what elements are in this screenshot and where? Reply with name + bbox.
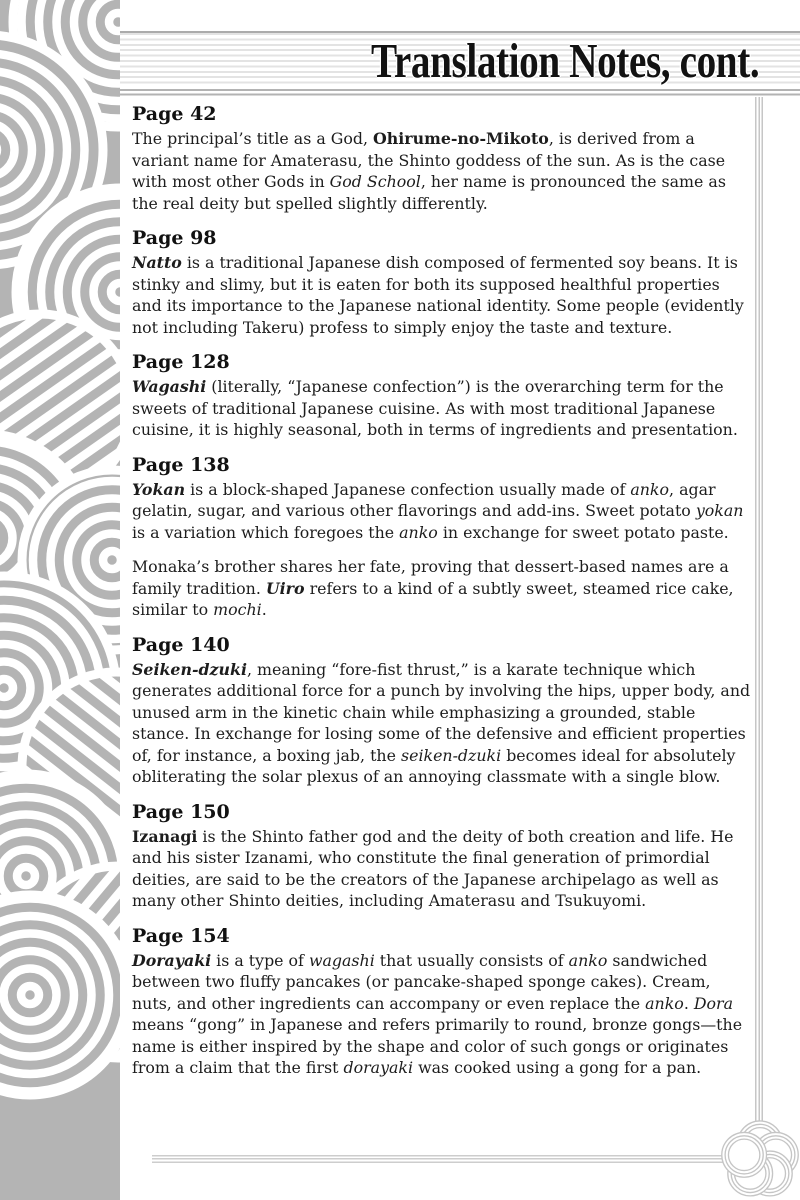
note-body — [132, 659, 752, 788]
note-heading: Page 138 — [132, 453, 230, 476]
note-body — [132, 826, 752, 912]
note-paragraph: Dorayaki is a type of wagashi that usually consists of anko sandwiched between two fluffy pancakes (or pancake-shaped sponge cakes). Cream, nuts, and other ingredients can accompany or even replace the anko. Dora means “gong” in Japanese and refers primarily to round, bronze gongs—the name is either inspired by the shape and color of such gongs or originates from a claim that the first dorayaki was cooked using a gong for a pan. — [132, 950, 743, 1077]
note-paragraph: Wagashi (literally, “Japanese confection”) is the overarching term for the sweets of traditional Japanese cuisine. As with most traditional Japanese cuisine, it is highly seasonal, both in terms of ingredients and presentation. — [132, 377, 738, 439]
note-section — [132, 351, 752, 441]
note-heading: Page 128 — [132, 351, 230, 373]
note-section — [132, 801, 752, 912]
note-body — [132, 128, 752, 214]
note-body — [132, 252, 752, 338]
note-body — [132, 376, 752, 441]
decorative-sidebar — [0, 0, 120, 1200]
note-paragraph: Izanagi is the Shinto father god and the deity of both creation and life. He and his sister Izanami, who constitute the final generation of primordial deities, are said to be the creators of the Japanese archipelago as well as many other Shinto deities, including Amaterasu and Tsukuyomi. — [132, 826, 734, 910]
note-section — [132, 925, 752, 1079]
note-paragraph: Monaka’s brother shares her fate, proving that dessert-based names are a family tradition. Uiro refers to a kind of a subtly sweet, steamed rice cake, similar to mochi. — [132, 557, 734, 619]
note-paragraph: Seiken-dzuki, meaning “fore-fist thrust,” is a karate technique which generates additional force for a punch by involving the hips, upper body, and unused arm in the kinetic chain while emphasizing a grounded, stable stance. In exchange for losing some of the defensive and efficient properties of, for instance, a boxing jab, the seiken-dzuki becomes ideal for absolutely obliterating the solar plexus of an annoying classmate with a single blow. — [132, 659, 751, 786]
note-body — [132, 479, 752, 621]
note-paragraph: Yokan is a block-shaped Japanese confection usually made of anko, agar gelatin, sugar, and various other flavorings and add-ins. Sweet potato yokan is a variation which foregoes the anko in exchange for sweet potato paste. — [132, 479, 744, 542]
note-heading: Page 98 — [132, 227, 217, 249]
note-section — [132, 227, 752, 338]
note-section — [132, 103, 752, 214]
note-section — [132, 634, 752, 788]
bottom-horizontal-rule — [152, 1155, 729, 1163]
note-heading: Page 140 — [132, 633, 230, 656]
note-heading: Page 154 — [132, 924, 230, 947]
right-vertical-rule — [755, 97, 763, 1123]
note-section — [132, 454, 752, 621]
note-body — [132, 950, 752, 1079]
page-title: Translation Notes, cont. — [370, 33, 759, 88]
note-heading: Page 42 — [132, 103, 217, 125]
notes-list — [132, 97, 752, 1092]
mizuhiki-swirl-pattern-icon — [0, 0, 120, 1200]
note-paragraph: Natto is a traditional Japanese dish composed of fermented soy beans. It is stinky and slimy, but it is eaten for both its supposed healthful properties and its importance to the Japanese national identity. Some people (evidently not including Takeru) profess to simply enjoy the taste and texture. — [132, 253, 744, 337]
note-paragraph: The principal’s title as a God, Ohirume-no-Mikoto, is derived from a variant name for Amaterasu, the Shinto goddess of the sun. As is the case with most other Gods in God School, her name is pronounced the same as the real deity but spelled slightly differently. — [132, 129, 726, 213]
masthead — [120, 31, 800, 97]
mizuhiki-knot-icon — [720, 1120, 800, 1200]
note-heading: Page 150 — [132, 800, 230, 823]
